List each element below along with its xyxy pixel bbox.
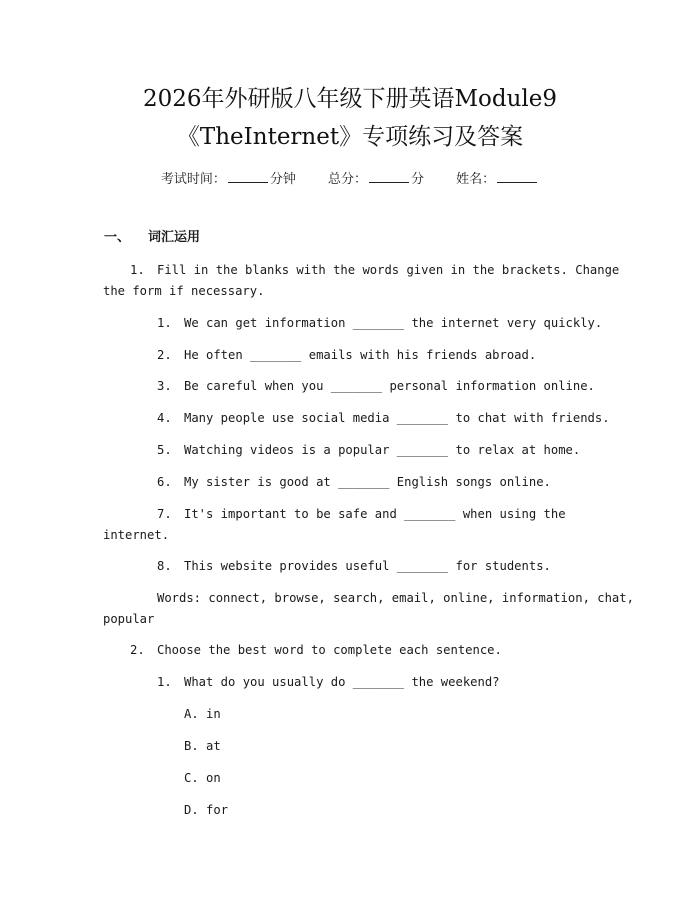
option-letter: A. [184, 707, 199, 721]
option-letter: D. [184, 803, 199, 817]
exam-time-blank [228, 169, 268, 183]
item-number: 4. [157, 411, 172, 425]
item-number: 1. [157, 675, 172, 689]
item-number: 8. [157, 559, 172, 573]
option-c [184, 770, 221, 786]
option-letter: B. [184, 739, 199, 753]
list-item [157, 558, 551, 574]
item-text: He often _______ emails with his friends abroad. [184, 348, 537, 362]
list-item [157, 347, 536, 363]
item-number: 6. [157, 475, 172, 489]
question-1-number: 1. [130, 263, 145, 277]
item-text: This website provides useful _______ for students. [184, 559, 551, 573]
option-text: on [206, 771, 221, 785]
exam-info-row [0, 169, 700, 189]
exam-name-blank [497, 169, 537, 183]
list-item [157, 474, 551, 490]
list-item [157, 674, 500, 690]
exam-name-label: 姓名： [456, 172, 496, 187]
section-heading [104, 229, 200, 247]
word-bank-continued: popular [103, 612, 155, 626]
item-number: 5. [157, 443, 172, 457]
item-text: We can get information _______ the internet very quickly. [184, 316, 603, 330]
option-text: at [206, 739, 221, 753]
item-text: Watching videos is a popular _______ to relax at home. [184, 443, 581, 457]
section-number: 一、 [104, 230, 131, 245]
exam-name [456, 172, 539, 187]
list-item [157, 442, 580, 458]
option-d [184, 802, 228, 818]
word-bank: Words: connect, browse, search, email, online, information, chat, [157, 591, 634, 605]
item-text: It's important to be safe and _______ when using the [184, 507, 566, 521]
question-2-number: 2. [130, 643, 145, 657]
item-text: My sister is good at _______ English songs online. [184, 475, 551, 489]
list-item [157, 506, 566, 522]
item-number: 2. [157, 348, 172, 362]
item-number: 7. [157, 507, 172, 521]
exam-time-label: 考试时间： [160, 172, 226, 187]
exam-time [161, 172, 296, 187]
section-title: 词汇运用 [148, 230, 201, 245]
option-text: for [206, 803, 229, 817]
option-b [184, 738, 221, 754]
option-text: in [206, 707, 221, 721]
list-item [157, 378, 595, 394]
option-letter: C. [184, 771, 199, 785]
item-text: Many people use social media _______ to chat with friends. [184, 411, 610, 425]
question-1-instruction-continued: the form if necessary. [103, 284, 265, 298]
document-title-line-1: 2026年外研版八年级下册英语Module9 [142, 86, 558, 112]
item-text: What do you usually do _______ the weekend? [184, 675, 500, 689]
item-number: 1. [157, 316, 172, 330]
exam-time-unit: 分钟 [269, 172, 296, 187]
question-2-instruction-text: Choose the best word to complete each sentence. [157, 643, 502, 657]
exam-score-unit: 分 [411, 172, 425, 187]
question-2-instruction [130, 642, 502, 658]
list-item [157, 315, 602, 331]
list-item-continued: internet. [103, 528, 170, 542]
exam-score [328, 172, 424, 187]
exam-score-blank [369, 169, 409, 183]
item-text: Be careful when you _______ personal information online. [184, 379, 595, 393]
list-item [157, 410, 610, 426]
question-1-instruction-text: Fill in the blanks with the words given in the brackets. Change [157, 263, 620, 277]
item-number: 3. [157, 379, 172, 393]
option-a [184, 706, 221, 722]
exam-score-label: 总分： [327, 172, 367, 187]
document-title-line-2: 《TheInternet》专项练习及答案 [176, 124, 524, 150]
question-1-instruction [130, 262, 619, 278]
